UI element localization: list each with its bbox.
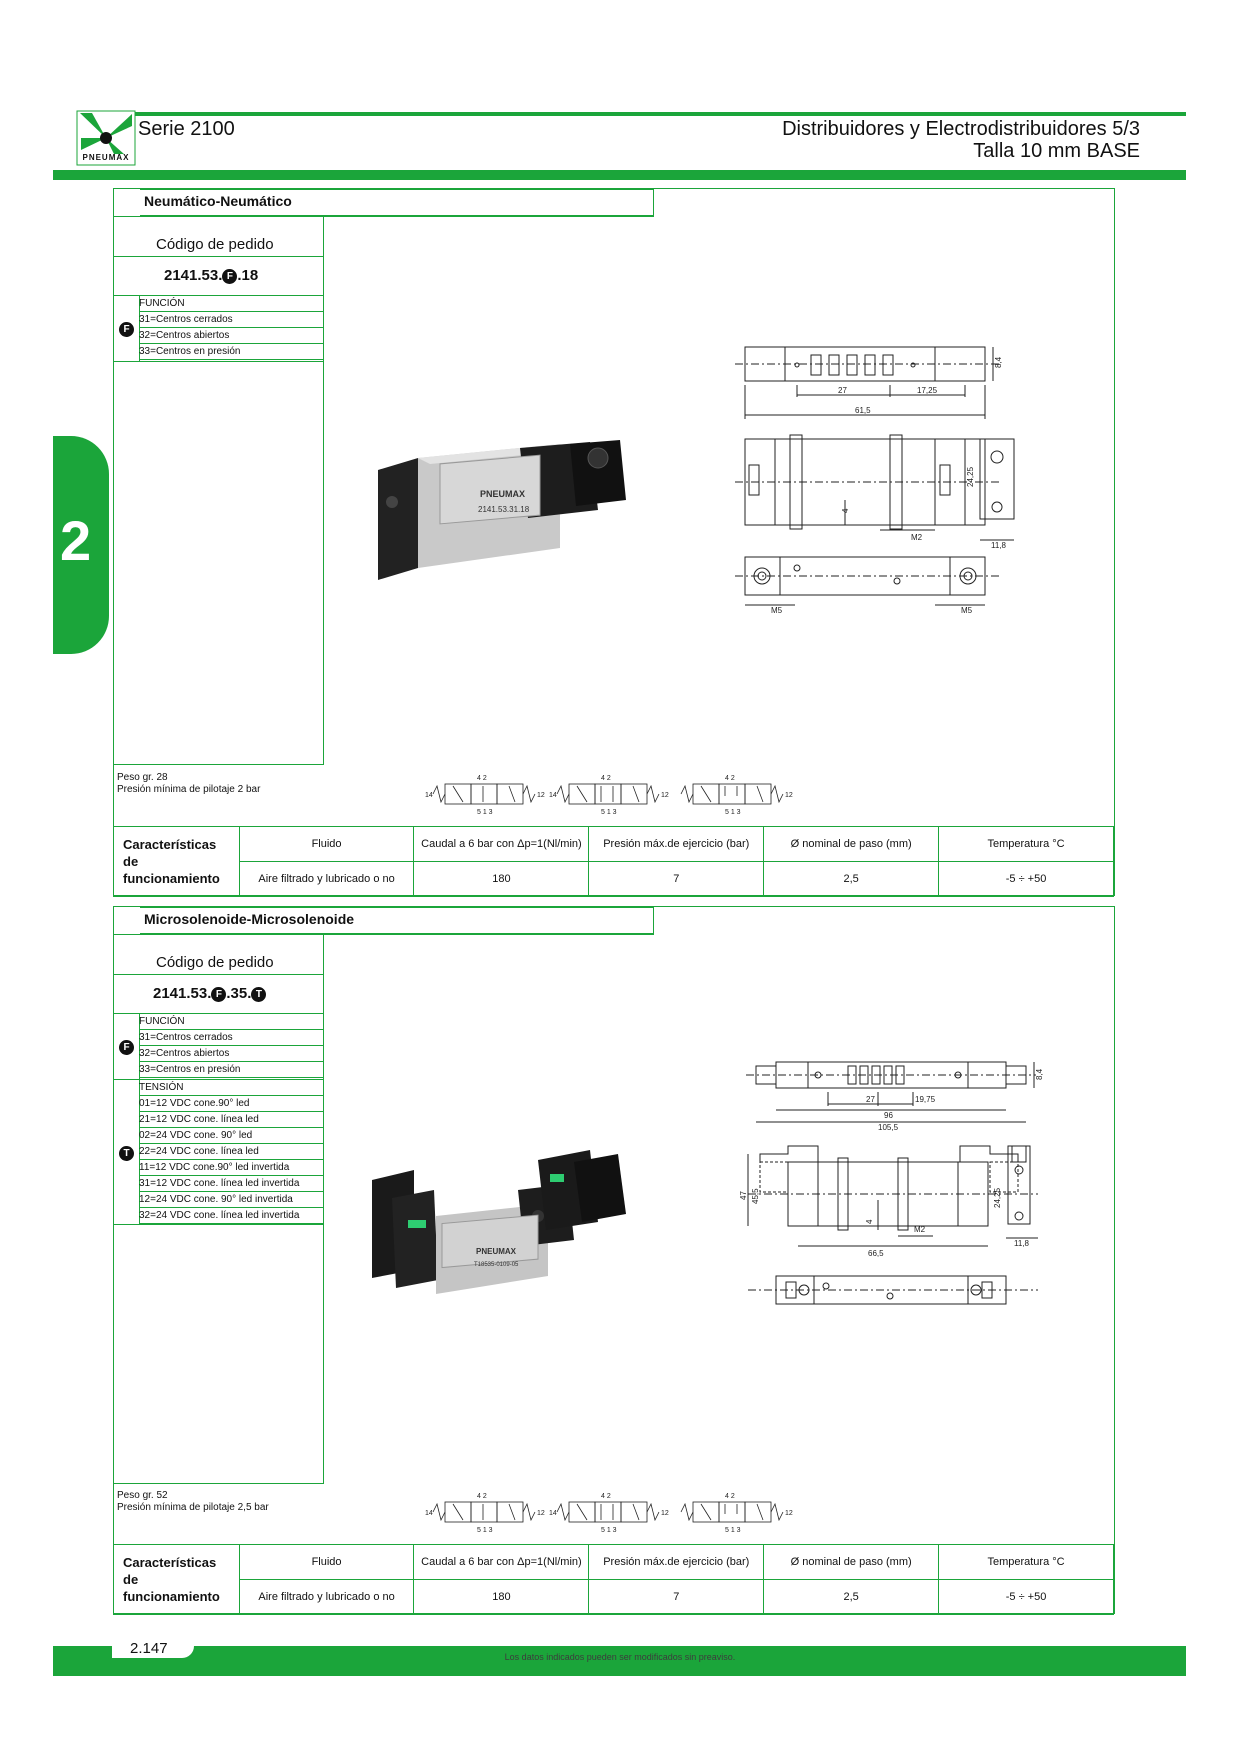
section1-order-code: 2141.53. F .18 xyxy=(164,267,259,284)
spec-value: -5 ÷ +50 xyxy=(939,862,1114,897)
spec-header: Fluido xyxy=(239,1545,414,1580)
dim-text: M5 xyxy=(771,606,783,615)
spec-header: Caudal a 6 bar con Δp=1(Nl/min) xyxy=(414,1545,589,1580)
dim-text: 27 xyxy=(838,386,847,395)
section2-order-label: Código de pedido xyxy=(156,954,274,971)
section1-funcion-option: 31=Centros cerrados xyxy=(139,312,324,328)
dim-text: M5 xyxy=(961,606,973,615)
port-label: 14 xyxy=(425,792,433,799)
dim-text: 8,4 xyxy=(1035,1068,1044,1080)
dim-text: 19,75 xyxy=(915,1095,936,1104)
section1-spec-table xyxy=(113,826,1114,897)
dim-text: 105,5 xyxy=(878,1123,899,1132)
section2-order-code-line xyxy=(113,974,324,975)
spec-header: Presión máx.de ejercicio (bar) xyxy=(589,1545,764,1580)
chapter-number: 2 xyxy=(60,509,92,572)
series-title: Serie 2100 xyxy=(138,118,235,140)
funcion-marker-icon: F xyxy=(119,322,134,337)
dim-text: 24,25 xyxy=(993,1187,1002,1208)
port-label: 5 1 3 xyxy=(725,809,741,816)
section2-tension-option: 11=12 VDC cone.90° led invertida xyxy=(139,1160,324,1176)
port-label: 12 xyxy=(537,1510,545,1517)
section2-options-bottom xyxy=(113,1224,324,1225)
dim-text: M2 xyxy=(911,533,923,542)
spec-value: 2,5 xyxy=(764,862,939,897)
dim-text: 24,25 xyxy=(966,466,975,487)
dim-text: 47 xyxy=(739,1191,748,1200)
section2-tension-label: TENSIÓN xyxy=(139,1080,324,1096)
section2-funcion-option: 33=Centros en presión xyxy=(139,1062,324,1078)
port-label: 4 2 xyxy=(601,775,611,782)
tension-marker-icon: T xyxy=(119,1146,134,1161)
page-title-line2: Talla 10 mm BASE xyxy=(973,140,1140,162)
spec-header: Temperatura °C xyxy=(939,1545,1114,1580)
funcion-marker-icon: F xyxy=(211,987,226,1002)
spec-label: Características de funcionamiento xyxy=(113,1545,239,1615)
dim-text: 45,5 xyxy=(751,1188,760,1204)
spec-header: Presión máx.de ejercicio (bar) xyxy=(589,827,764,862)
spec-value: 7 xyxy=(589,862,764,897)
header-bottom-bar xyxy=(53,170,1186,180)
port-label: 4 2 xyxy=(725,1493,735,1500)
section2-valve-symbols xyxy=(425,1490,805,1536)
section2-tension-option: 01=12 VDC cone.90° led xyxy=(139,1096,324,1112)
spec-value: 2,5 xyxy=(764,1580,939,1615)
spec-label: Características de funcionamiento xyxy=(113,827,239,897)
port-label: 12 xyxy=(785,1510,793,1517)
section2-product-code: T18535-0109-05 xyxy=(474,1262,519,1268)
spec-header: Fluido xyxy=(239,827,414,862)
port-label: 5 1 3 xyxy=(477,809,493,816)
dim-text: 27 xyxy=(866,1095,875,1104)
spec-header: Temperatura °C xyxy=(939,827,1114,862)
section1-funcion-option: 32=Centros abiertos xyxy=(139,328,324,344)
footer-disclaimer: Los datos indicados pueden ser modificados sin preaviso. xyxy=(504,1652,736,1662)
section1-valve-symbols xyxy=(425,772,805,818)
dim-text: 96 xyxy=(884,1111,893,1120)
section2-order-code: 2141.53. F .35. T xyxy=(153,985,266,1002)
section2-weight: Peso gr. 52 xyxy=(117,1490,168,1501)
funcion-marker-icon: F xyxy=(222,269,237,284)
port-label: 4 2 xyxy=(477,775,487,782)
spec-value: 7 xyxy=(589,1580,764,1615)
page-title-line1: Distribuidores y Electrodistribuidores 5/3 xyxy=(782,118,1140,140)
section1-order-label: Código de pedido xyxy=(156,236,274,253)
port-label: 14 xyxy=(425,1510,433,1517)
section2-tension-option: 21=12 VDC cone. línea led xyxy=(139,1112,324,1128)
page-number: 2.147 xyxy=(112,1640,194,1658)
section2-technical-drawing xyxy=(718,1050,1053,1350)
spec-value: Aire filtrado y lubricado o no xyxy=(239,862,414,897)
section1-product-image xyxy=(370,440,630,590)
section1-title: Neumático-Neumático xyxy=(140,189,654,216)
spec-value: Aire filtrado y lubricado o no xyxy=(239,1580,414,1615)
section2-funcion-marker xyxy=(119,1038,134,1056)
dim-text: 8,4 xyxy=(994,356,1003,368)
spec-value: 180 xyxy=(414,1580,589,1615)
section2-funcion-label: FUNCIÓN xyxy=(139,1014,324,1030)
section2-tension-option: 22=24 VDC cone. línea led xyxy=(139,1144,324,1160)
section2-tension-marker xyxy=(119,1144,134,1162)
port-label: 12 xyxy=(785,792,793,799)
section1-technical-drawing xyxy=(735,335,1035,620)
port-label: 14 xyxy=(549,1510,557,1517)
port-label: 5 1 3 xyxy=(725,1527,741,1534)
spec-value: 180 xyxy=(414,862,589,897)
section1-product-brand: PNEUMAX xyxy=(480,489,526,499)
dim-text: 61,5 xyxy=(855,406,871,415)
section2-product-image xyxy=(368,1150,633,1310)
spec-header: Ø nominal de paso (mm) xyxy=(764,1545,939,1580)
port-label: 4 2 xyxy=(601,1493,611,1500)
dim-text: M2 xyxy=(914,1225,926,1234)
dim-text: 17,25 xyxy=(917,386,938,395)
spec-value: -5 ÷ +50 xyxy=(939,1580,1114,1615)
section1-funcion-label: FUNCIÓN xyxy=(139,296,324,312)
spec-header: Caudal a 6 bar con Δp=1(Nl/min) xyxy=(414,827,589,862)
section2-funcion-option: 32=Centros abiertos xyxy=(139,1046,324,1062)
pneumax-logo xyxy=(76,110,136,166)
dim-text: 11,8 xyxy=(991,541,1006,550)
section2-tension-option: 12=24 VDC cone. 90° led invertida xyxy=(139,1192,324,1208)
section2-title: Microsolenoide-Microsolenoide xyxy=(140,907,654,934)
port-label: 12 xyxy=(537,792,545,799)
section2-tension-option: 32=24 VDC cone. línea led invertida xyxy=(139,1208,324,1224)
header-top-bar xyxy=(127,112,1186,116)
port-label: 14 xyxy=(549,792,557,799)
section2-tension-option: 31=12 VDC cone. línea led invertida xyxy=(139,1176,324,1192)
section1-weight: Peso gr. 28 xyxy=(117,772,168,783)
port-label: 5 1 3 xyxy=(477,1527,493,1534)
funcion-marker-icon: F xyxy=(119,1040,134,1055)
dim-text: 4 xyxy=(841,508,850,513)
section2-pilot-pressure: Presión mínima de pilotaje 2,5 bar xyxy=(117,1502,269,1513)
section2-spec-table xyxy=(113,1544,1114,1615)
section1-order-code-line xyxy=(113,256,324,257)
section2-funcion-option: 31=Centros cerrados xyxy=(139,1030,324,1046)
logo-text: PNEUMAX xyxy=(82,153,130,162)
section1-product-code: 2141.53.31.18 xyxy=(478,505,530,514)
dim-text: 66,5 xyxy=(868,1249,884,1258)
section2-product-brand: PNEUMAX xyxy=(476,1247,517,1256)
port-label: 12 xyxy=(661,792,669,799)
port-label: 5 1 3 xyxy=(601,809,617,816)
section1-funcion-option: 33=Centros en presión xyxy=(139,344,324,360)
section1-funcion-marker xyxy=(119,320,134,338)
tension-marker-icon: T xyxy=(251,987,266,1002)
port-label: 5 1 3 xyxy=(601,1527,617,1534)
port-label: 4 2 xyxy=(725,775,735,782)
port-label: 4 2 xyxy=(477,1493,487,1500)
section2-tension-option: 02=24 VDC cone. 90° led xyxy=(139,1128,324,1144)
dim-text: 11,8 xyxy=(1014,1239,1029,1248)
port-label: 12 xyxy=(661,1510,669,1517)
section1-options-bottom xyxy=(113,361,324,362)
dim-text: 4 xyxy=(865,1219,874,1224)
spec-header: Ø nominal de paso (mm) xyxy=(764,827,939,862)
section1-pilot-pressure: Presión mínima de pilotaje 2 bar xyxy=(117,784,261,795)
